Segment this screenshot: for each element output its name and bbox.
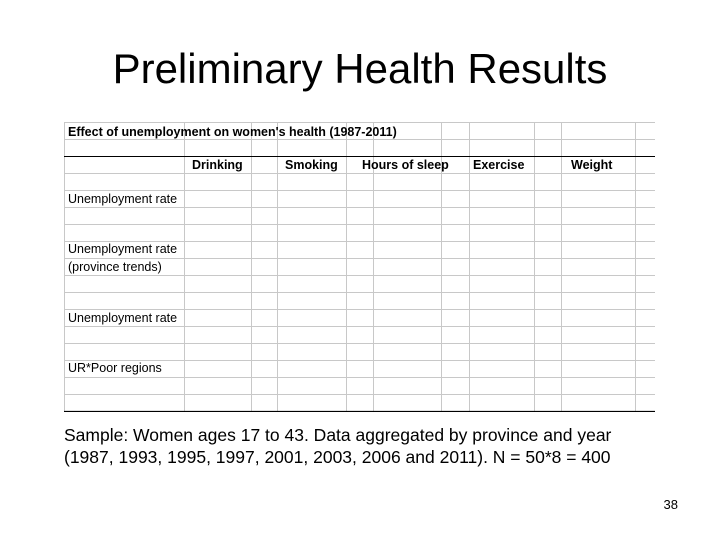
column-header-exercise: Exercise <box>473 158 525 172</box>
caption-line-2: (1987, 1993, 1995, 1997, 2001, 2003, 2006 and 2011). N = 50*8 = 400 <box>64 447 611 467</box>
row-label-unemployment-rate-province: Unemployment rate <box>68 242 178 256</box>
slide-title: Preliminary Health Results <box>112 45 608 92</box>
column-header-drinking: Drinking <box>192 158 243 172</box>
column-header-hours-of-sleep: Hours of sleep <box>362 158 449 172</box>
table-heading: Effect of unemployment on women's health (1987-2011) <box>68 125 397 139</box>
row-label-unemployment-rate-2: Unemployment rate <box>68 311 178 325</box>
column-header-weight: Weight <box>571 158 613 172</box>
row-label-unemployment-rate: Unemployment rate <box>68 192 178 206</box>
caption-line-1: Sample: Women ages 17 to 43. Data aggregated by province and year <box>64 425 612 445</box>
row-label-province-trends: (province trends) <box>68 260 162 274</box>
sample-caption <box>64 424 684 468</box>
results-table <box>64 122 655 412</box>
column-header-smoking: Smoking <box>285 158 338 172</box>
slide-number: 38 <box>663 497 678 512</box>
row-label-ur-poor-regions: UR*Poor regions <box>68 361 162 375</box>
